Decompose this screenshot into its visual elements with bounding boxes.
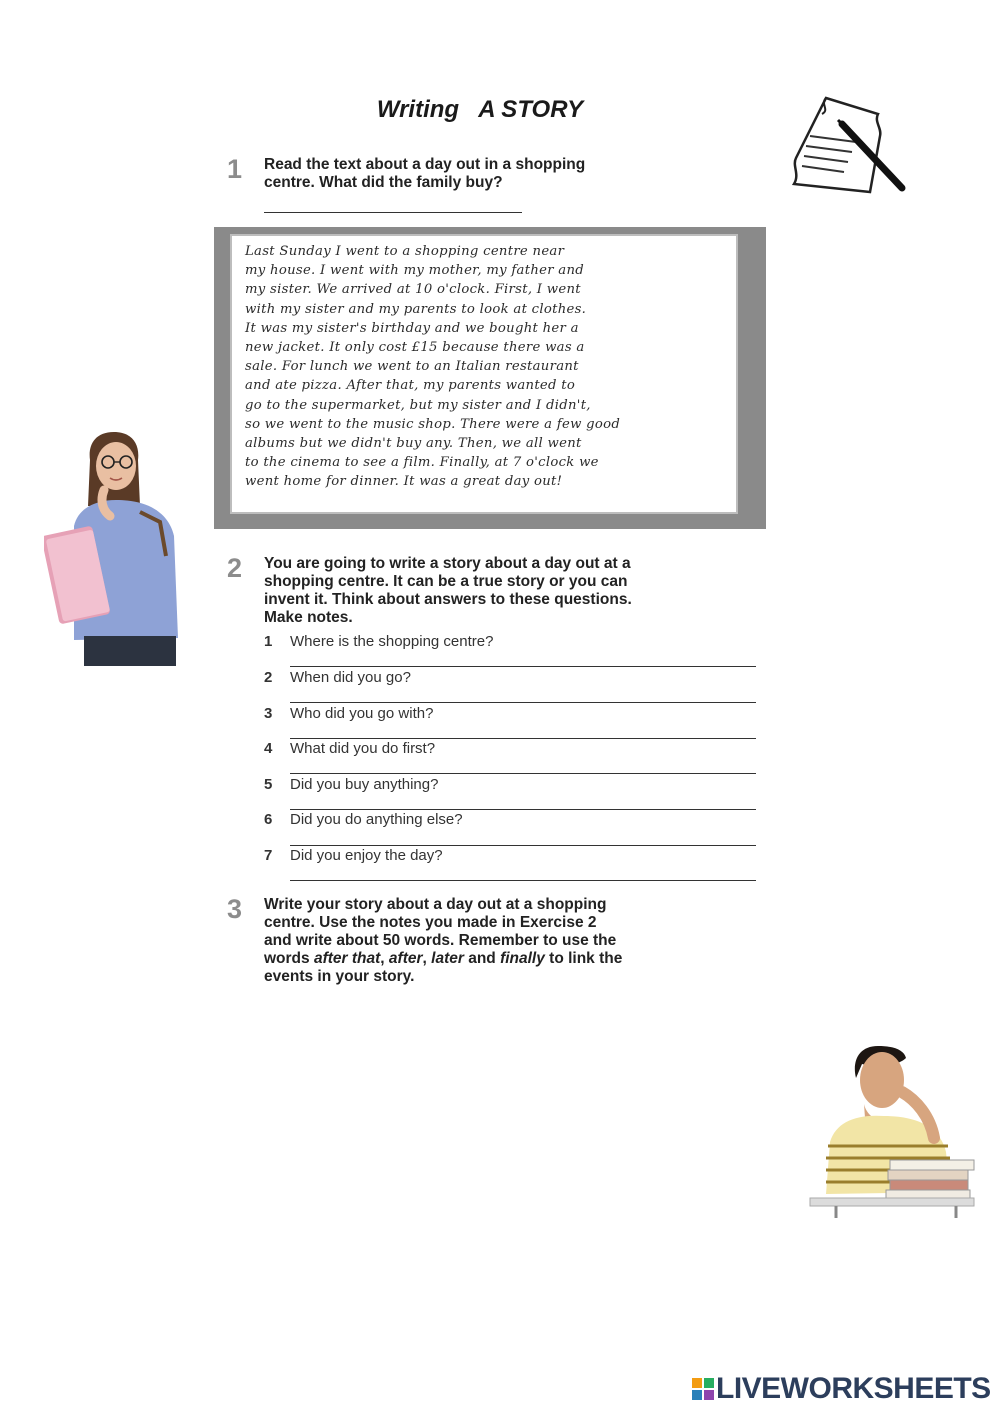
story-line: to the cinema to see a film. Finally, at 7 o'clock we [245, 455, 599, 471]
instruction-line: centre. What did the family buy? [264, 174, 503, 191]
boy-photo [806, 1042, 976, 1220]
question-1-answer-line[interactable] [290, 666, 756, 667]
question-5 [264, 776, 764, 793]
story-line: sale. For lunch we went to an Italian restaurant [245, 359, 579, 375]
question-number: 2 [264, 669, 273, 686]
question-number: 5 [264, 776, 273, 793]
question-number: 1 [264, 633, 273, 650]
question-6-answer-line[interactable] [290, 845, 756, 846]
exercise-2-instruction [264, 555, 764, 627]
story-line: my house. I went with my mother, my father and [245, 263, 585, 279]
question-number: 6 [264, 811, 273, 828]
question-5-answer-line[interactable] [290, 809, 756, 810]
question-number: 4 [264, 740, 273, 757]
instruction-line: shopping centre. It can be a true story or you can [264, 573, 628, 590]
story-line: It was my sister's birthday and we bought her a [245, 320, 579, 336]
exercise-2-number: 2 [227, 553, 243, 583]
story-line: and ate pizza. After that, my parents wanted to [245, 378, 576, 394]
exercise-3-instruction [264, 896, 764, 986]
text-run: , [422, 950, 432, 967]
italic-word: later [431, 950, 464, 967]
liveworksheets-logo [692, 1372, 991, 1406]
story-line: with my sister and my parents to look at clothes. [245, 301, 587, 317]
girl-photo [44, 426, 184, 666]
question-text: Did you do anything else? [290, 811, 463, 828]
story-line: so we went to the music shop. There were a few good [245, 416, 621, 432]
story-line: went home for dinner. It was a great day out! [245, 474, 563, 490]
question-3 [264, 705, 764, 722]
question-number: 7 [264, 847, 273, 864]
text-run: words [264, 950, 314, 967]
italic-word: after that [313, 950, 381, 967]
question-2-answer-line[interactable] [290, 702, 756, 703]
story-line: Last Sunday I went to a shopping centre near [245, 244, 565, 259]
question-text: What did you do first? [290, 740, 436, 757]
question-4 [264, 740, 764, 757]
question-text: Did you enjoy the day? [290, 847, 443, 864]
question-number: 3 [264, 705, 273, 722]
exercise-1-number: 1 [227, 154, 243, 184]
question-text: Who did you go with? [290, 705, 434, 722]
story-line: my sister. We arrived at 10 o'clock. First, I went [245, 282, 581, 298]
liveworksheets-logo-icon [692, 1378, 714, 1400]
question-text: Did you buy anything? [290, 776, 439, 793]
story-line: new jacket. It only cost £15 because there was a [245, 340, 585, 356]
exercise-1-instruction [264, 156, 704, 192]
instruction-line: Write your story about a day out at a shopping [264, 896, 607, 913]
instruction-line: You are going to write a story about a day out at a [264, 555, 631, 572]
instruction-line: Make notes. [264, 609, 353, 626]
paper-pen-icon [786, 92, 910, 194]
instruction-line [264, 950, 764, 968]
exercise-1-answer-line[interactable] [264, 212, 522, 213]
instruction-line: and write about 50 words. Remember to use the [264, 932, 617, 949]
question-text: Where is the shopping centre? [290, 633, 494, 650]
exercise-3-number: 3 [227, 894, 243, 924]
italic-word: finally [500, 950, 545, 967]
logo-text: LIVEWORKSHEETS [716, 1372, 991, 1405]
question-3-answer-line[interactable] [290, 738, 756, 739]
page-title: Writing A STORY [376, 96, 584, 123]
question-2 [264, 669, 764, 686]
story-line: go to the supermarket, but my sister and I didn't, [245, 397, 591, 413]
story-line: albums but we didn't buy any. Then, we all went [245, 436, 582, 452]
question-6 [264, 811, 764, 828]
text-run: and [463, 950, 501, 967]
question-1 [264, 633, 764, 650]
instruction-line: events in your story. [264, 968, 415, 985]
instruction-line: centre. Use the notes you made in Exercise 2 [264, 914, 597, 931]
italic-word: after [388, 950, 423, 967]
instruction-line: invent it. Think about answers to these questions. [264, 591, 632, 608]
instruction-line: Read the text about a day out in a shopping [264, 156, 586, 173]
text-run: , [380, 950, 389, 967]
text-run: to link the [544, 950, 623, 967]
question-7 [264, 847, 764, 864]
question-text: When did you go? [290, 669, 411, 686]
question-4-answer-line[interactable] [290, 773, 756, 774]
story-text [245, 242, 730, 492]
question-7-answer-line[interactable] [290, 880, 756, 881]
